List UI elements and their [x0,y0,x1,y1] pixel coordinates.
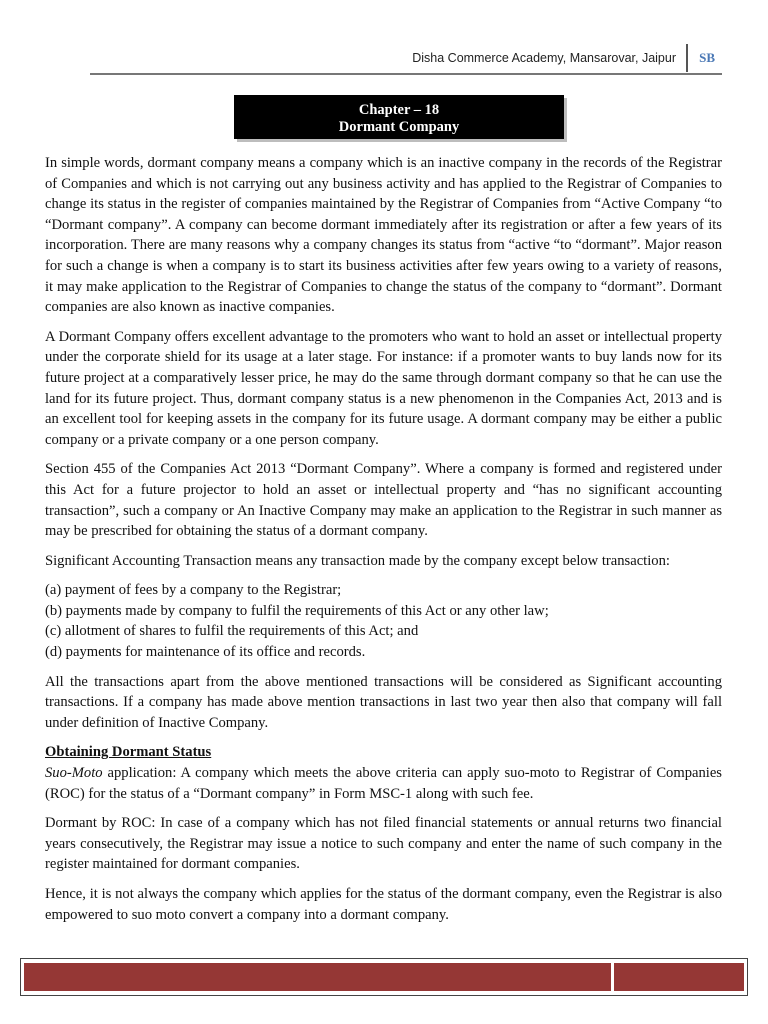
header-rule [90,73,722,75]
header-initials: SB [699,50,715,65]
section-heading-obtaining-status: Obtaining Dormant Status [45,744,212,761]
list-item: (c) allotment of shares to fulfil the requirements of this Act; and [45,623,419,640]
list-item: (b) payments made by company to fulfil the requirements of this Act or any other law; [45,602,549,619]
chapter-title: Dormant Company [338,119,460,135]
footer-bar-right [614,963,744,991]
header-institution: Disha Commerce Academy, Mansarovar, Jaipur [412,51,676,65]
suo-moto-term: Suo-Moto [45,765,103,782]
page-footer [20,958,748,996]
header-separator [686,44,688,72]
footer-bar-left [24,963,611,991]
paragraph-dormant-by-roc: Dormant by ROC: In case of a company which has not filed financial statements or annual returns two financial years consecutively, the Registrar may issue a notice to such company and enter the name of such company in the register maintained for dormant companies. [45,815,722,873]
paragraph-conclusion: Hence, it is not always the company which applies for the status of the dormant company, even the Registrar is also empowered to suo moto convert a company into a dormant company. [45,886,722,923]
document-body [45,153,722,934]
chapter-title-box [234,95,564,139]
list-item: (a) payment of fees by a company to the Registrar; [45,582,342,599]
paragraph-suo-moto [45,763,722,804]
list-item: (d) payments for maintenance of its office and records. [45,644,366,661]
paragraph-advantage: A Dormant Company offers excellent advantage to the promoters who want to hold an asset or intellectual property under the corporate shield for its usage at a later stage. For instance: if a promoter wants to buy lands now for its future project at a comparatively lesser price, he may do the same through dormant company so that he can use the land for its future project. Thus, dormant company status is a new phenomenon in the Companies Act, 2013 and is an excellent tool for keeping assets in the company for its future usage. A dormant company may be either a public company or a private company or a one person company. [45,328,722,448]
page-header [90,44,722,74]
paragraph-significant-transaction: Significant Accounting Transaction means any transaction made by the company except below transaction: [45,552,670,569]
exception-list [45,580,722,662]
chapter-number: Chapter – 18 [358,102,440,118]
paragraph-section-455: Section 455 of the Companies Act 2013 “Dormant Company”. Where a company is formed and registered under this Act for a future projector to hold an asset or intellectual property and “has no significant accounting transaction”, such a company or An Inactive Company may make an application to the Registrar in such manner as may be prescribed for obtaining the status of a dormant company. [45,461,722,540]
paragraph-definition: In simple words, dormant company means a company which is an inactive company in the records of the Registrar of Companies and which is not carrying out any business activity and has applied to the Registrar of Companies to change its status in the register of companies maintained by the Registrar of Companies from “Active Company “to “Dormant company”. A company can become dormant immediately after its registration or after a few years of its incorporation. There are many reasons why a company changes its status from “active “to “dormant”. Major reason for such a change is when a company is to start its business activities after few years owing to a variety of reasons, it may make application to the Registrar of Companies to change the status of the company to “dormant”. Dormant companies are also known as inactive companies. [45,155,722,316]
paragraph-other-transactions: All the transactions apart from the above mentioned transactions will be considered as Significant accounting transactions. If a company has made above mention transactions in last two year then also that company will fall under definition of Inactive Company. [45,673,722,731]
suo-moto-text: application: A company which meets the above criteria can apply suo-moto to Registrar of Companies (ROC) for the status of a “Dormant company” in Form MSC-1 along with such fee. [45,765,722,802]
